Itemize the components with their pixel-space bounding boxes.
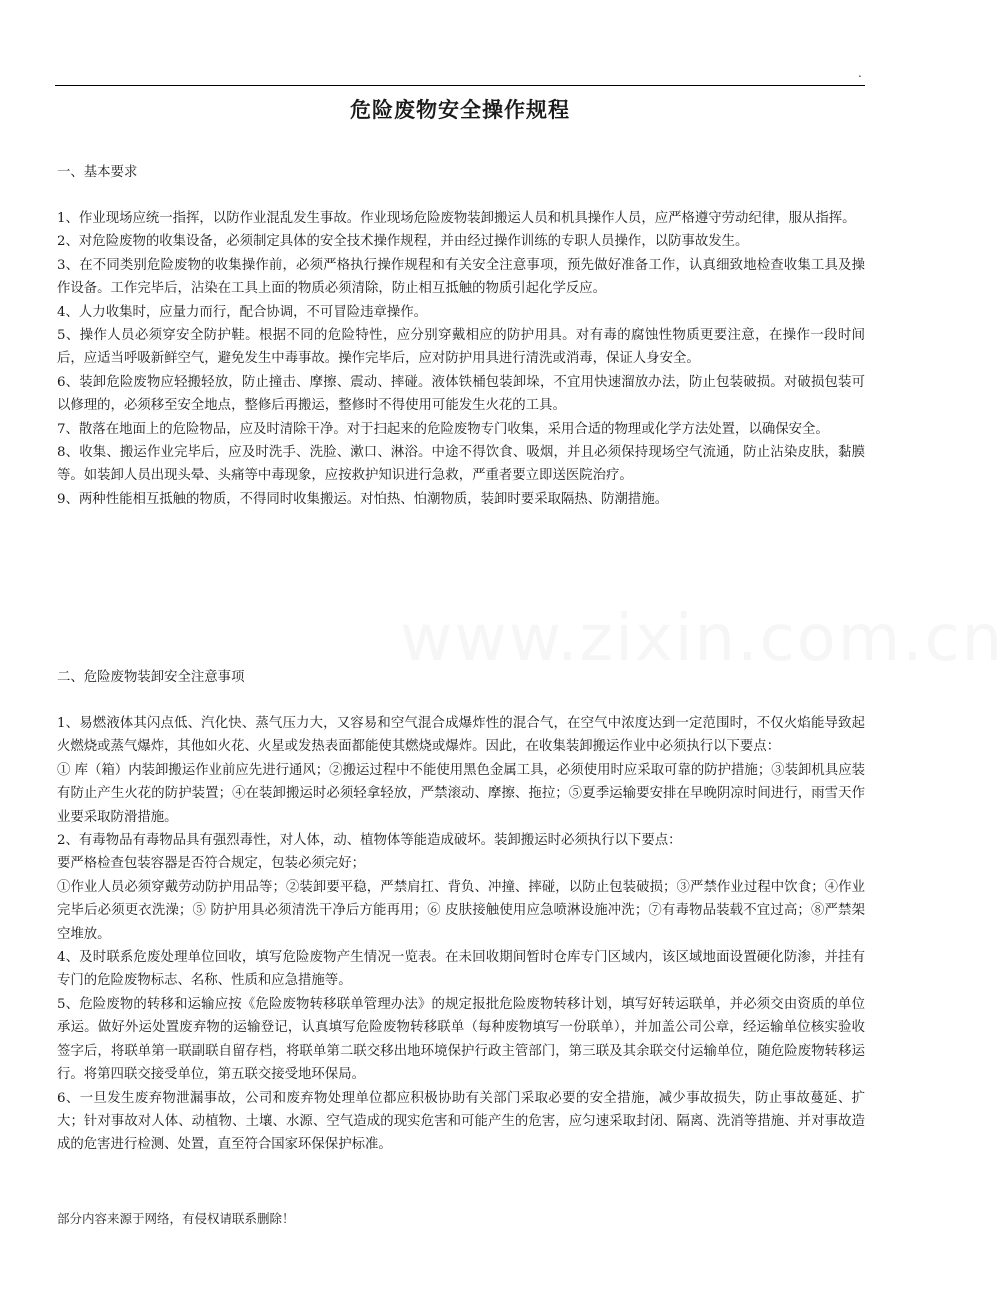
section-loading-safety: [57, 712, 865, 1157]
paragraph: 1、易燃液体其闪点低、汽化快、蒸气压力大，又容易和空气混合成爆炸性的混合气，在空气中浓度达到一定范围时，不仅火焰能导致起火燃烧或蒸气爆炸，其他如火花、火星或发热表面都能使其燃烧或爆炸。因此，在收集装卸搬运作业中必须执行以下要点：: [57, 716, 865, 755]
section-basic-requirements: [57, 207, 865, 511]
paragraph: 5、操作人员必须穿安全防护鞋。根据不同的危险特性，应分别穿戴相应的防护用具。对有毒的腐蚀性物质更要注意，在操作一段时间后，应适当呼吸新鲜空气，避免发生中毒事故。操作完毕后，应对防护用具进行清洗或消毒，保证人身安全。: [57, 328, 865, 367]
document-title: 危险废物安全操作规程: [350, 98, 570, 122]
paragraph: 2、有毒物品有毒物品具有强烈毒性，对人体，动、植物体等能造成破坏。装卸搬运时必须执行以下要点：: [57, 833, 682, 849]
paragraph: 7、散落在地面上的危险物品，应及时清除干净。对于扫起来的危险废物专门收集，采用合适的物理或化学方法处置，以确保安全。: [57, 421, 829, 437]
paragraph: 4、及时联系危废处理单位回收，填写危险废物产生情况一览表。在未回收期间暂时仓库专门区域内，该区域地面设置硬化防渗，并挂有专门的危险废物标志、名称、性质和应急措施等。: [57, 950, 865, 989]
paragraph: 9、两种性能相互抵触的物质，不得同时收集搬运。对怕热、怕潮物质，装卸时要采取隔热、防潮措施。: [57, 491, 669, 507]
paragraph: 5、危险废物的转移和运输应按《危险废物转移联单管理办法》的规定报批危险废物转移计划，填写好转运联单，并必须交由资质的单位承运。做好外运处置废弃物的运输登记，认真填写危险废物转移联单（每种废物填写一份联单），并加盖公司公章，经运输单位核实验收签字后，将联单第一联副联自留存档，将联单第二联交移出地环境保护行政主管部门，第三联及其余联交付运输单位，随危险废物转移运行。将第四联交接受单位，第五联交接受地环保局。: [57, 996, 865, 1083]
paragraph: ①作业人员必须穿戴劳动防护用品等；②装卸要平稳，严禁肩扛、背负、冲撞、摔碰，以防止包装破损；③严禁作业过程中饮食；④作业完毕后必须更衣洗澡；⑤ 防护用具必须清洗干净后方能再用；⑥ 皮肤接触使用应急喷淋设施冲洗；⑦有毒物品装载不宜过高；⑧严禁架空堆放。: [57, 879, 865, 942]
paragraph: 4、人力收集时，应量力而行，配合协调，不可冒险违章操作。: [57, 304, 428, 320]
paragraph: 3、在不同类别危险废物的收集操作前，必须严格执行操作规程和有关安全注意事项，预先做好准备工作，认真细致地检查收集工具及操作设备。工作完毕后，沾染在工具上面的物质必须清除，防止相互抵触的物质引起化学反应。: [57, 257, 865, 297]
watermark: www.zixin.com.cn: [400, 602, 1004, 676]
paragraph: 2、对危险废物的收集设备，必须制定具体的安全技术操作规程，并由经过操作训练的专职人员操作，以防事故发生。: [57, 234, 749, 250]
paragraph: 1、作业现场应统一指挥，以防作业混乱发生事故。作业现场危险废物装卸搬运人员和机具操作人员，应严格遵守劳动纪律，服从指挥。: [57, 211, 856, 226]
paragraph: 6、装卸危险废物应轻搬轻放，防止撞击、摩擦、震动、摔碰。液体铁桶包装卸垛，不宜用快速溜放办法，防止包装破损。对破损包装可以修理的，必须移至安全地点，整修后再搬运，整修时不得使用可能发生火花的工具。: [57, 374, 865, 414]
section-heading-loading-safety: 二、危险废物装卸安全注意事项: [57, 670, 245, 685]
footer-disclaimer: 部分内容来源于网络，有侵权请联系删除！: [57, 1211, 295, 1226]
header-rule: [55, 85, 865, 86]
section-heading-basic-requirements: 一、基本要求: [57, 165, 138, 180]
paragraph: 8、收集、搬运作业完毕后，应及时洗手、洗脸、漱口、淋浴。中途不得饮食、吸烟，并且必须保持现场空气流通，防止沾染皮肤，黏膜等。如装卸人员出现头晕、头痛等中毒现象，应按救护知识进行急救，严重者要立即送医院治疗。: [57, 445, 865, 484]
paragraph: 要严格检查包装容器是否符合规定，包装必须完好；: [57, 856, 365, 872]
paragraph: 6、一旦发生废弃物泄漏事故，公司和废弃物处理单位都应积极协助有关部门采取必要的安全措施，减少事故损失，防止事故蔓延、扩大；针对事故对人体、动植物、土壤、水源、空气造成的现实危害和可能产生的危害，应匀速采取封闭、隔离、洗消等措施、并对事故造成的危害进行检测、处置，直至符合国家环保保护标准。: [57, 1090, 865, 1153]
paragraph: ① 库（箱）内装卸搬运作业前应先进行通风；②搬运过程中不能使用黑色金属工具，必须使用时应采取可靠的防护措施；③装卸机具应装有防止产生火花的防护装置；④在装卸搬运时必须轻拿轻放，严禁滚动、摩擦、拖拉；⑤夏季运输要安排在早晚阴凉时间进行，雨雪天作业要采取防滑措施。: [57, 762, 865, 825]
header-mark: .: [858, 66, 862, 80]
